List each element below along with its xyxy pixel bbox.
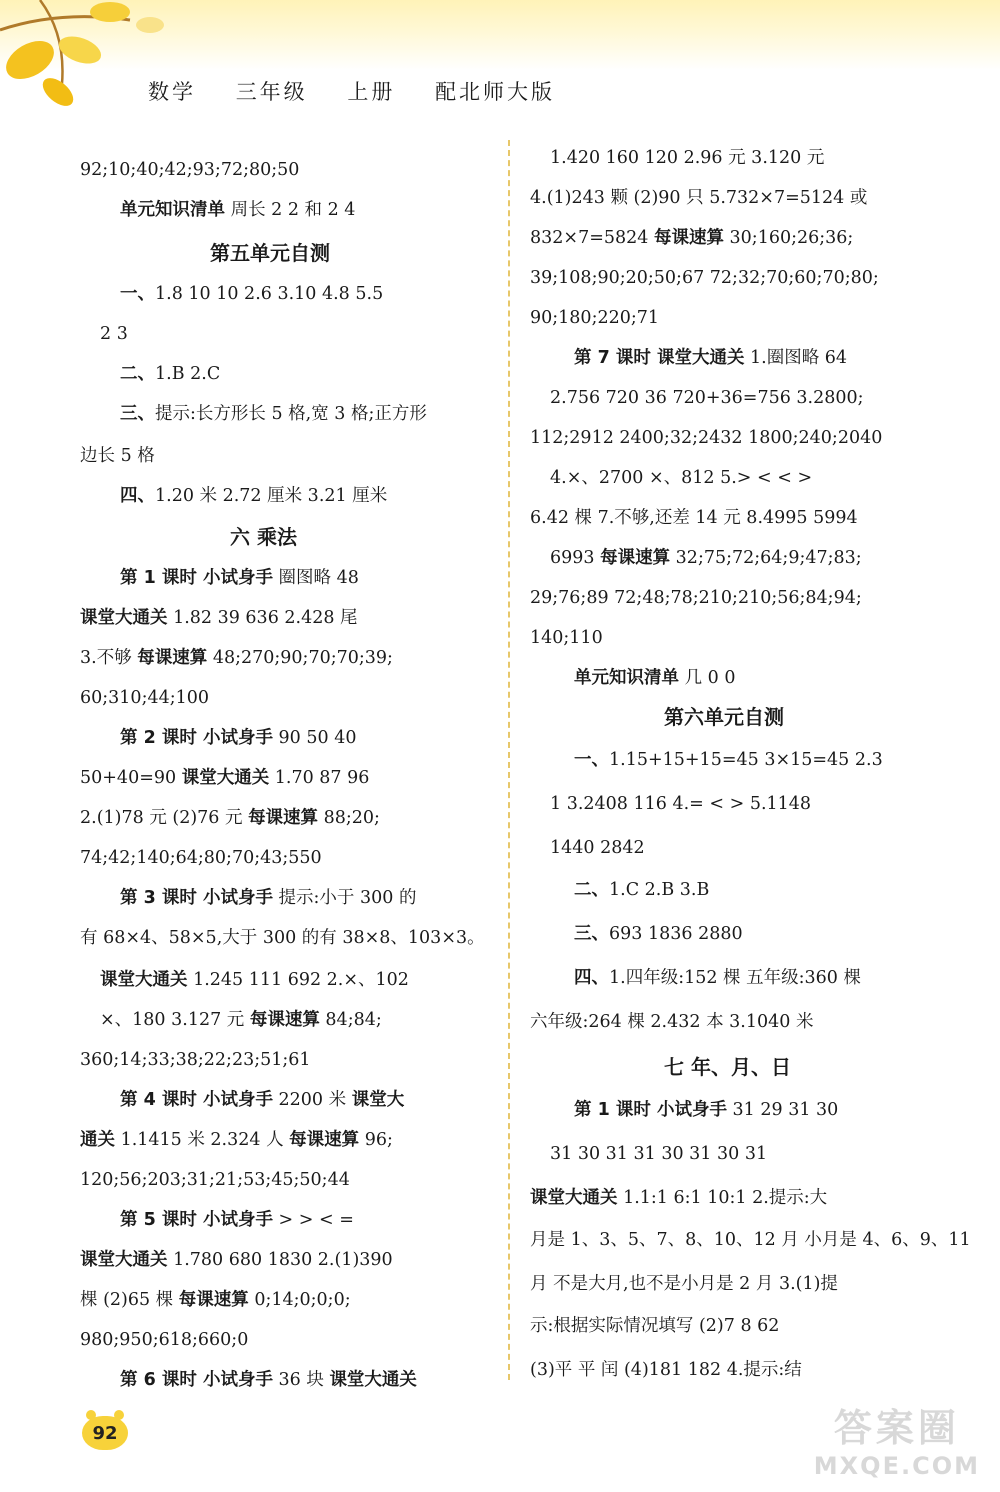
answer-line [530,1358,802,1382]
answer-text: 边长 5 格 [80,446,155,466]
answer-text: 48;270;90;70;70;39; [207,648,393,668]
bold-label: 每课速算 [653,228,724,248]
answer-text: 1.780 680 1830 2.(1)390 [167,1250,393,1270]
answer-line [100,1008,382,1032]
answer-text: 棵 (2)65 棵 [80,1290,179,1310]
answer-line [80,158,299,182]
answer-text: 1 3.2408 116 4.= < > 5.1148 [550,794,812,814]
answer-text: 112;2912 2400;32;2432 1800;240;2040 [530,428,883,448]
answer-line [120,198,355,222]
answer-line [574,748,883,772]
answer-line [80,846,322,870]
column-divider [508,140,510,1380]
answer-text: 几 0 0 [679,668,736,688]
answer-text: 2200 米 [272,1090,352,1110]
answer-text: 980;950;618;660;0 [80,1330,249,1350]
answer-text: 74;42;140;64;80;70;43;550 [80,848,322,868]
bold-label: 第 3 课时 小试身手 [120,888,273,908]
answer-line [120,1088,404,1112]
answer-line [120,726,356,750]
answer-text: 31 29 31 30 [726,1100,839,1120]
bold-label: 课堂大 [351,1090,405,1110]
answer-text: 周长 2 2 和 2 4 [225,200,356,220]
answer-line [120,1208,354,1232]
bold-label: 课堂大通关 [181,768,270,788]
answer-line [100,322,128,346]
bold-label: 单元知识清单 [120,200,225,220]
bold-label: 一、 [574,750,609,770]
answer-line [80,686,209,710]
watermark-top: 答案圈 [833,1406,960,1450]
answer-text: 6993 [550,548,601,568]
bold-label: 课堂大通关 [530,1188,618,1208]
answer-text: 50+40=90 [80,768,182,788]
answer-text: 60;310;44;100 [80,688,210,708]
answer-text: 圈图略 48 [272,568,359,588]
answer-line [80,1248,393,1272]
answer-text: 2.(1)78 元 (2)76 元 [80,808,249,828]
answer-line [530,586,862,610]
answer-line [530,186,867,210]
section-title: 第六单元自测 [664,705,784,729]
answer-line [120,484,387,508]
grade: 三年级 [235,80,308,104]
answer-line [530,266,879,290]
bold-label: 每课速算 [137,648,208,668]
answer-text: 月 不是大月,也不是小月是 2 月 3.(1)提 [530,1274,838,1294]
bold-label: 四、 [120,486,155,506]
bold-label: 四、 [574,968,609,988]
bold-label: 每课速算 [178,1290,249,1310]
bold-label: 每课速算 [249,1010,320,1030]
answer-text: 32;75;72;64;9;47;83; [670,548,862,568]
section-title: 第五单元自测 [210,241,330,265]
answer-line [120,566,359,590]
bold-label: 第 6 课时 小试身手 [120,1370,273,1390]
answer-line [550,466,812,490]
edition: 配北师大版 [435,80,556,104]
bold-label: 二、 [120,364,155,384]
answer-line [530,306,659,330]
answer-text: 1.70 87 96 [269,768,370,788]
answer-text: 1.82 39 636 2.428 尾 [167,608,358,628]
bold-label: 第 5 课时 小试身手 [120,1210,273,1230]
bold-label: 课堂大通关 [80,1250,168,1270]
bold-label: 第 2 课时 小试身手 [120,728,273,748]
answer-text: > > < = [272,1210,354,1230]
answer-line [530,1186,827,1210]
answer-line [530,1272,838,1296]
answer-text: 4.×、2700 ×、812 5.> < < > [550,468,813,488]
answer-text: 1.15+15+15=45 3×15=45 2.3 [609,750,883,770]
answer-text: 2 3 [100,324,128,344]
answer-text: 1440 2842 [550,838,645,858]
answer-line [530,226,853,250]
bold-label: 通关 [80,1130,115,1150]
bold-label: 第 1 课时 小试身手 [574,1100,727,1120]
answer-text: 693 1836 2880 [609,924,743,944]
answer-line [574,878,709,902]
answer-text: 1.420 160 120 2.96 元 3.120 元 [550,148,825,168]
answer-text: 1.1415 米 2.324 人 [115,1130,290,1150]
answer-line [80,1048,311,1072]
bold-label: 一、 [120,284,155,304]
answer-line [100,968,409,992]
answer-text: 360;14;33;38;22;23;51;61 [80,1050,311,1070]
answer-text: 2.756 720 36 720+36=756 3.2800; [550,388,864,408]
answer-line [574,1098,838,1122]
answer-line [550,146,824,170]
bold-label: 三、 [120,404,155,424]
answer-text: 4.(1)243 颗 (2)90 只 5.732×7=5124 或 [530,188,868,208]
answer-text: 31 30 31 31 30 31 30 31 [550,1144,768,1164]
answer-text: 96; [359,1130,393,1150]
bold-label: 每课速算 [248,808,319,828]
bold-label: 二、 [574,880,609,900]
answer-line [80,1288,351,1312]
bold-label: 第 4 课时 小试身手 [120,1090,273,1110]
answer-line [80,926,485,950]
answer-text: 6.42 棵 7.不够,还差 14 元 8.4995 5994 [530,508,858,528]
answer-text: 90 50 40 [272,728,357,748]
book-header [148,76,585,106]
answer-line [120,362,220,386]
bold-label: 课堂大通关 [80,608,168,628]
bold-label: 三、 [574,924,609,944]
subject: 数学 [148,80,196,104]
answer-text: 140;110 [530,628,603,648]
watermark [814,1397,980,1480]
answer-line [574,666,735,690]
answer-line [550,1142,767,1166]
answer-text: 1.1:1 6:1 10:1 2.提示:大 [617,1188,828,1208]
answer-line [530,1010,813,1034]
answer-text: 39;108;90;20;50;67 72;32;70;60;70;80; [530,268,879,288]
answer-line [574,966,861,990]
answer-text: 示:根据实际情况填写 (2)7 8 62 [530,1316,780,1336]
answer-line [550,386,864,410]
answer-text: 30;160;26;36; [723,228,854,248]
answer-text: 1.C 2.B 3.B [609,880,710,900]
answer-line [80,806,380,830]
answer-text: ×、180 3.127 元 [100,1010,250,1030]
watermark-bottom: MXQE.COM [813,1452,980,1480]
section-title: 六 乘法 [230,525,297,549]
answer-text: 1.8 10 10 2.6 3.10 4.8 5.5 [155,284,384,304]
answer-line [120,282,383,306]
answer-line [530,626,603,650]
answer-line [80,1328,248,1352]
bold-label: 课堂大通关 [329,1370,417,1390]
answer-text: 36 块 [272,1370,330,1390]
answer-text: 有 68×4、58×5,大于 300 的有 38×8、103×3。 [80,928,485,948]
answer-text: 3.不够 [80,648,138,668]
answer-text: 832×7=5824 [530,228,654,248]
answer-text: 120;56;203;31;21;53;45;50;44 [80,1170,350,1190]
answer-text: 0;14;0;0;0; [248,1290,351,1310]
answer-line [530,1228,971,1252]
section-title: 七 年、月、日 [664,1055,791,1079]
answer-line [120,1368,417,1392]
answer-line [550,792,811,816]
bold-label: 单元知识清单 [574,668,679,688]
volume: 上册 [347,80,396,104]
answer-line [80,1128,393,1152]
answer-text: 29;76;89 72;48;78;210;210;56;84;94; [530,588,862,608]
answer-line [120,402,427,426]
answer-text: 92;10;40;42;93;72;80;50 [80,160,300,180]
answer-line [80,1168,350,1192]
answer-text: 月是 1、3、5、7、8、10、12 月 小月是 4、6、9、11 [530,1230,971,1250]
answer-text: 1.四年级:152 棵 五年级:360 棵 [609,968,861,988]
answer-text: 1.圈图略 64 [744,348,848,368]
answer-text: 88;20; [318,808,380,828]
answer-line [120,886,416,910]
answer-line [550,546,862,570]
bold-label: 每课速算 [600,548,671,568]
answer-line [530,1314,779,1338]
answer-text: (3)平 平 闰 (4)181 182 4.提示:结 [530,1360,802,1380]
page-number: 92 [82,1416,128,1450]
answer-line [550,836,645,860]
answer-text: 1.B 2.C [155,364,221,384]
bold-label: 第 1 课时 小试身手 [120,568,273,588]
answer-line [80,646,393,670]
answer-text: 提示:长方形长 5 格,宽 3 格;正方形 [155,404,427,424]
answer-line [80,766,369,790]
answer-text: 1.20 米 2.72 厘米 3.21 厘米 [155,486,388,506]
answer-text: 84;84; [319,1010,382,1030]
answer-line [530,426,882,450]
answer-text: 1.245 111 692 2.×、102 [187,970,409,990]
bold-label: 第 7 课时 课堂大通关 [574,348,745,368]
bold-label: 每课速算 [289,1130,360,1150]
answer-line [80,444,155,468]
answer-text: 六年级:264 棵 2.432 本 3.1040 米 [530,1012,814,1032]
bold-label: 课堂大通关 [100,970,188,990]
answer-line [80,606,358,630]
answer-line [574,922,743,946]
answer-text: 90;180;220;71 [530,308,660,328]
answer-text: 提示:小于 300 的 [272,888,417,908]
answer-line [530,506,858,530]
answer-line [574,346,847,370]
